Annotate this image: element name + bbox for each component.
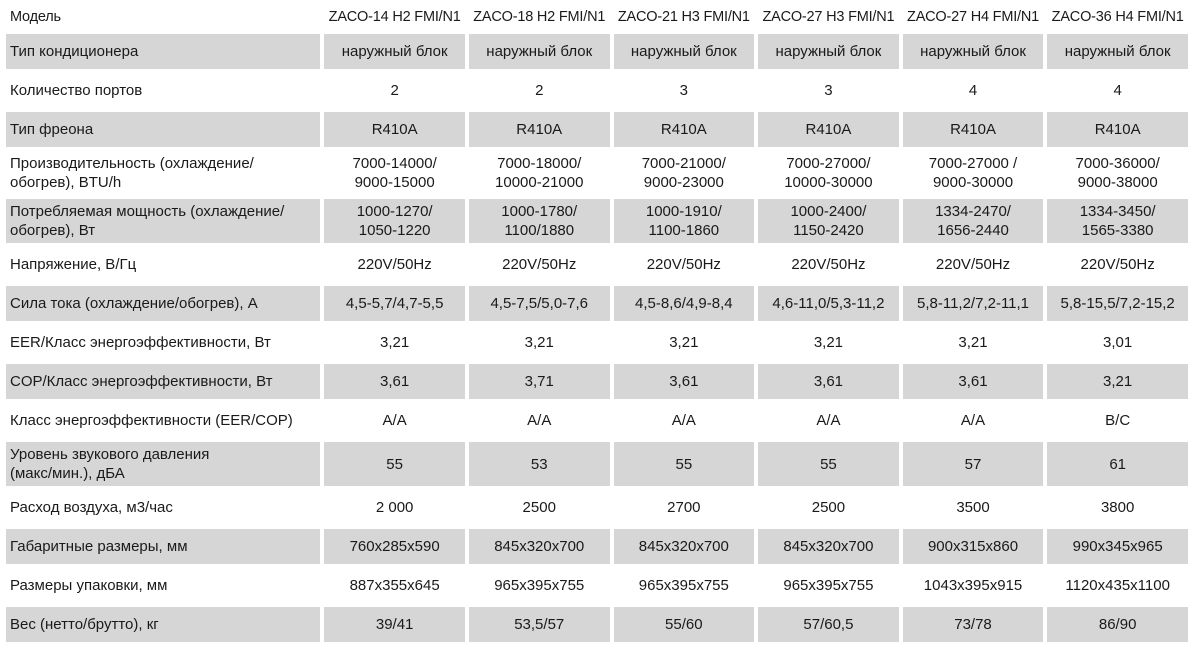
table-row [6,568,1188,603]
cell-line: 4 [1113,82,1122,99]
cell-line: R410A [1094,121,1141,138]
row-label-line: Габаритные размеры, мм [10,538,188,555]
cell-line: 5,8-11,2/7,2-11,1 [917,295,1030,312]
cell-line: 57/60,5 [803,616,854,633]
table-cell [903,529,1044,564]
table-cell [324,325,465,360]
cell-line: 1120x435x1100 [1065,577,1170,594]
cell-line: 3 [824,82,833,99]
table-cell [469,529,610,564]
cell-line: 10000-30000 [784,174,873,191]
cell-line: наружный блок [486,43,593,60]
cell-line: 4,5-8,6/4,9-8,4 [635,295,733,312]
table-cell [758,286,899,321]
table-cell [469,247,610,282]
table-cell [903,73,1044,108]
table-cell [758,199,899,243]
cell-line: 990x345x965 [1072,538,1163,555]
row-label-line: Напряжение, В/Гц [10,256,137,273]
cell-line: 1000-2400/ [790,203,867,220]
table-row [6,325,1188,360]
table-cell [903,286,1044,321]
table-cell [758,490,899,525]
cell-line: B/C [1105,412,1131,429]
table-cell [758,607,899,642]
table-cell [903,442,1044,486]
table-cell [614,73,755,108]
table-cell [614,529,755,564]
cell-line: 3,61 [813,373,844,390]
table-cell [614,442,755,486]
cell-line: 220V/50Hz [502,256,577,273]
cell-line: 9000-30000 [932,174,1014,191]
row-label [6,112,320,147]
table-cell [324,286,465,321]
cell-line: 2500 [811,499,846,516]
cell-line: 1334-2470/ [935,203,1011,220]
table-cell [1047,247,1188,282]
cell-line: 965x395x755 [638,577,729,594]
model-header: ZACO-14 H2 FMI/N1 [328,8,461,25]
cell-line: 1050-1220 [358,222,431,239]
row-label [6,247,320,282]
row-label [6,325,320,360]
table-cell [324,442,465,486]
table-cell [758,34,899,69]
table-cell [324,364,465,399]
cell-line: наружный блок [775,43,882,60]
cell-line: 1334-3450/ [1079,203,1156,220]
cell-line: 3,21 [524,334,554,351]
cell-line: 7000-18000/ [497,155,582,172]
cell-line: 3,21 [1103,373,1133,390]
cell-line: 7000-21000/ [641,155,726,172]
cell-line: 9000-15000 [354,174,435,191]
row-label-line: обогрев), Вт [10,222,96,239]
table-row [6,607,1188,642]
table-cell [903,247,1044,282]
row-label-line: Количество портов [10,82,143,99]
cell-line: наружный блок [341,43,448,60]
table-row [6,247,1188,282]
header-label: Модель [10,8,61,25]
table-cell [1047,199,1188,243]
cell-line: 55/60 [665,616,703,633]
table-cell [1047,490,1188,525]
table-row [6,199,1188,243]
row-label [6,364,320,399]
table-cell [324,247,465,282]
table-cell [324,568,465,603]
table-cell [614,112,755,147]
cell-line: 53,5/57 [514,616,565,633]
cell-line: 1150-2420 [793,222,864,239]
cell-line: 4,5-7,5/5,0-7,6 [490,295,589,312]
table-cell [614,199,755,243]
model-header: ZACO-36 H4 FMI/N1 [1051,8,1184,25]
row-label [6,199,320,243]
cell-line: 2700 [667,499,701,516]
table-row [6,529,1188,564]
table-cell [903,403,1044,438]
cell-line: 57 [964,455,982,473]
cell-line: R410A [660,121,707,138]
cell-line: R410A [516,121,563,138]
row-label [6,490,320,525]
table-cell [1047,529,1188,564]
row-label-line: Уровень звукового давления [10,446,210,463]
table-cell [758,73,899,108]
cell-line: наружный блок [630,43,737,60]
table-cell [614,568,755,603]
table-cell [758,403,899,438]
cell-line: 3500 [956,499,990,516]
table-cell [758,442,899,486]
cell-line: 220V/50Hz [791,256,866,273]
cell-line: 3,21 [813,334,844,351]
table-cell [469,403,610,438]
table-row [6,34,1188,69]
table-cell [324,529,465,564]
table-cell [614,403,755,438]
table-cell [469,490,610,525]
cell-line: 1565-3380 [1081,222,1154,239]
table-cell [469,286,610,321]
table-cell [614,364,755,399]
row-label-line: Производительность (охлаждение/ [10,155,254,172]
table-cell [614,607,755,642]
row-label [6,34,320,69]
table-cell [903,151,1044,195]
table-cell [1047,607,1188,642]
table-cell [758,568,899,603]
cell-line: наружный блок [920,43,1026,60]
table-cell [1047,403,1188,438]
table-body [6,34,1188,642]
table-row [6,490,1188,525]
table-cell [324,34,465,69]
row-label [6,403,320,438]
cell-line: 10000-21000 [495,174,584,191]
row-label [6,442,320,486]
table-cell [1047,73,1188,108]
model-header: ZACO-27 H4 FMI/N1 [907,8,1039,25]
cell-line: 887x355x645 [349,577,440,594]
cell-line: 3,21 [669,334,699,351]
cell-line: 2500 [522,499,556,516]
cell-line: 1000-1780/ [501,203,578,220]
table-cell [1047,568,1188,603]
table-row [6,73,1188,108]
table-cell [469,34,610,69]
cell-line: 73/78 [954,616,992,633]
cell-line: 845x320x700 [783,538,874,555]
row-label [6,151,320,195]
model-header: ZACO-18 H2 FMI/N1 [473,8,606,25]
row-label-line: Вес (нетто/брутто), кг [10,616,159,633]
row-label [6,529,320,564]
table-cell [903,325,1044,360]
cell-line: 39/41 [375,616,414,633]
cell-line: 86/90 [1098,616,1137,633]
table-cell [324,607,465,642]
table-cell [614,286,755,321]
table-cell [758,151,899,195]
table-cell [324,199,465,243]
model-header: ZACO-21 H3 FMI/N1 [617,8,750,25]
cell-line: 4 [968,82,978,99]
table-cell [758,325,899,360]
cell-line: 220V/50Hz [1080,256,1155,273]
table-cell [614,247,755,282]
cell-line: 2 [535,82,544,99]
cell-line: 1000-1270/ [356,203,433,220]
table-cell [758,112,899,147]
cell-line: 3,61 [958,373,988,390]
row-label-line: COP/Класс энергоэффективности, Вт [10,373,273,390]
cell-line: 3800 [1100,499,1135,516]
table-cell [1047,112,1188,147]
table-cell [469,568,610,603]
cell-line: 3,21 [380,334,410,351]
spec-table [2,0,1192,642]
cell-line: 55 [675,455,693,473]
table-cell [1047,286,1188,321]
table-cell [324,73,465,108]
row-label-line: Размеры упаковки, мм [10,577,168,594]
table-cell [903,364,1044,399]
row-label-line: Сила тока (охлаждение/обогрев), А [10,295,258,312]
table-cell [1047,442,1188,486]
table-cell [758,247,899,282]
cell-line: 1656-2440 [937,222,1009,239]
cell-line: 2 000 [375,499,414,516]
cell-line: наружный блок [1064,43,1171,60]
table-cell [614,490,755,525]
table-cell [614,34,755,69]
cell-line: 61 [1109,455,1126,473]
cell-line: 965x395x755 [783,577,874,594]
cell-line: 1100/1880 [504,222,575,239]
table-cell [469,607,610,642]
table-row [6,442,1188,486]
table-cell [469,73,610,108]
table-cell [469,364,610,399]
table-row [6,364,1188,399]
cell-line: 1100-1860 [648,222,720,239]
table-cell [614,151,755,195]
cell-line: 220V/50Hz [646,256,721,273]
cell-line: 4,6-11,0/5,3-11,2 [772,295,885,312]
model-header: ZACO-27 H3 FMI/N1 [762,8,895,25]
table-row [6,112,1188,147]
cell-line: 7000-14000/ [352,155,437,172]
cell-line: 3 [679,82,688,99]
row-label [6,73,320,108]
cell-line: 3,01 [1103,334,1133,351]
header-row [6,0,1188,34]
cell-line: 845x320x700 [638,538,729,555]
table-cell [469,112,610,147]
row-label [6,568,320,603]
cell-line: 220V/50Hz [357,256,432,273]
cell-line: 7000-27000/ [786,155,871,172]
cell-line: 900x315x860 [927,538,1019,555]
cell-line: R410A [805,121,852,138]
cell-line: 55 [820,455,837,473]
row-label-line: Класс энергоэффективности (EER/COP) [10,412,293,429]
row-label-line: обогрев), BTU/h [10,174,122,191]
table-cell [903,199,1044,243]
cell-line: 7000-36000/ [1075,155,1160,172]
table-cell [758,529,899,564]
table-cell [758,364,899,399]
cell-line: 3,61 [380,373,410,390]
row-label-line: EER/Класс энергоэффективности, Вт [10,334,271,351]
table-cell [469,442,610,486]
cell-line: 5,8-15,5/7,2-15,2 [1060,295,1175,312]
table-cell [903,568,1044,603]
cell-line: R410A [371,121,418,138]
table-cell [324,403,465,438]
cell-line: 3,71 [524,373,554,390]
cell-line: 760x285x590 [349,538,440,555]
table-cell [324,112,465,147]
cell-line: R410A [950,121,996,138]
cell-line: A/A [527,412,552,429]
row-label-line: Расход воздуха, м3/час [10,499,173,516]
cell-line: 845x320x700 [494,538,585,555]
cell-line: A/A [671,412,696,429]
cell-line: 4,5-5,7/4,7-5,5 [345,295,444,312]
cell-line: 3,21 [958,334,988,351]
table-cell [903,34,1044,69]
cell-line: A/A [816,412,841,429]
row-label-line: Тип кондиционера [10,43,139,60]
cell-line: 7000-27000 / [928,155,1018,172]
table-cell [1047,364,1188,399]
row-label-line: Потребляемая мощность (охлаждение/ [10,203,285,220]
cell-line: 9000-38000 [1077,174,1158,191]
cell-line: 965x395x755 [494,577,585,594]
cell-line: A/A [382,412,407,429]
cell-line: 53 [530,455,548,473]
row-label [6,607,320,642]
table-cell [903,607,1044,642]
table-cell [1047,34,1188,69]
table-cell [1047,325,1188,360]
table-row [6,151,1188,195]
row-label-line: (макс/мин.), дБА [10,465,125,482]
cell-line: 3,61 [669,373,699,390]
cell-line: 1000-1910/ [645,203,722,220]
cell-line: 9000-23000 [643,174,724,191]
table-cell [469,199,610,243]
table-cell [903,490,1044,525]
table-cell [614,325,755,360]
cell-line: 220V/50Hz [935,256,1011,273]
table-row [6,403,1188,438]
table-cell [324,151,465,195]
row-label [6,286,320,321]
row-label-line: Тип фреона [10,121,94,138]
table-cell [1047,151,1188,195]
table-cell [469,151,610,195]
cell-line: 1043x395x915 [923,577,1023,594]
cell-line: 2 [390,82,399,99]
table-cell [324,490,465,525]
cell-line: 55 [386,455,403,473]
table-cell [903,112,1044,147]
cell-line: A/A [960,412,986,429]
table-cell [469,325,610,360]
table-row [6,286,1188,321]
